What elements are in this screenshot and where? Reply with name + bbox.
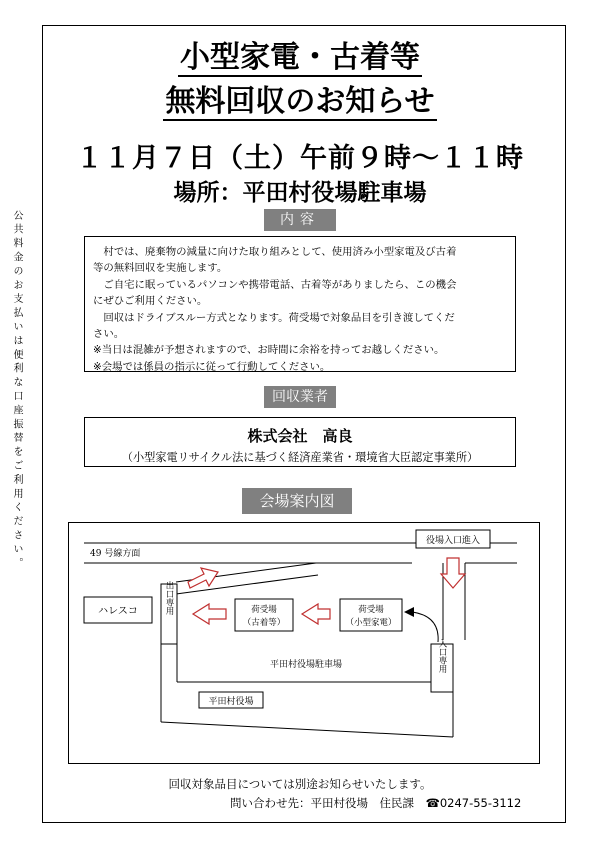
left-arrow-icon-1 <box>193 604 226 624</box>
entrance-road-label: 役場入口進入 <box>425 536 481 546</box>
exit-arrow-icon <box>188 568 218 588</box>
route49-label: 49 号線方面 <box>90 549 141 559</box>
curve-route <box>412 612 438 642</box>
vendor-section-label: 回収業者 <box>264 386 336 408</box>
parking-label: 平田村役場駐車場 <box>269 660 343 670</box>
entrance-only-label: 入口専用 <box>437 639 447 673</box>
event-datetime: １１月７日（土）午前９時～１１時 <box>76 143 524 174</box>
village-office-label: 平田村役場 <box>208 697 254 707</box>
title-line-2: 無料回収のお知らせ <box>165 84 435 119</box>
content-line: さい。 <box>93 328 125 341</box>
content-line: ご自宅に眠っているパソコンや携帯電話、古着等がありましたら、この機会 <box>93 278 457 291</box>
entry-arrow-icon <box>441 558 465 588</box>
content-section-label: 内容 <box>264 209 336 231</box>
bottom-road-line <box>161 722 453 737</box>
content-line: ※当日は混雑が予想されますので、お時間に余裕を持ってお越しください。 <box>93 344 445 357</box>
venue-map <box>68 522 540 764</box>
content-line: 等の無料回収を実施します。 <box>93 262 228 275</box>
station-appliances-line2: （小型家電） <box>345 618 397 628</box>
vendor-name: 株式会社 高良 <box>247 427 353 445</box>
footer-note: 回収対象品目については別途お知らせいたします。 <box>168 777 432 791</box>
left-arrow-icon-2 <box>302 604 330 624</box>
contact-info: 問い合わせ先：平田村役場 住民課 ☎0247-55-3112 <box>230 796 522 810</box>
content-line: 回収はドライブスルー方式となります。荷受場で対象品目を引き渡してくだ <box>93 311 455 324</box>
station-clothes-line1: 荷受場 <box>251 605 277 615</box>
vendor-note: （小型家電リサイクル法に基づく経済産業省・環境省大臣認定事業所） <box>121 451 479 464</box>
map-section-label: 会場案内図 <box>242 488 352 514</box>
content-box <box>84 236 516 372</box>
vendor-box <box>84 417 516 467</box>
side-note: 公共料金のお支払いは便利な口座振替をご利用ください。 <box>11 210 22 572</box>
content-line: にぜひご利用ください。 <box>93 295 208 308</box>
station-clothes-line2: （古着等） <box>242 618 286 628</box>
event-venue: 場所：平田村役場駐車場 <box>173 180 427 206</box>
content-line: 村では、廃棄物の減量に向けた取り組みとして、使用済み小型家電及び古着 <box>93 246 457 258</box>
exit-only-label: 出口専用 <box>164 581 174 615</box>
haresuko-label: ハレスコ <box>98 606 138 617</box>
station-appliances-line1: 荷受場 <box>358 605 384 615</box>
content-line: ※会場では係員の指示に従って行動してください。 <box>93 360 331 373</box>
curve-arrow-head-icon <box>404 607 414 617</box>
title-line-1: 小型家電・古着等 <box>180 40 420 75</box>
